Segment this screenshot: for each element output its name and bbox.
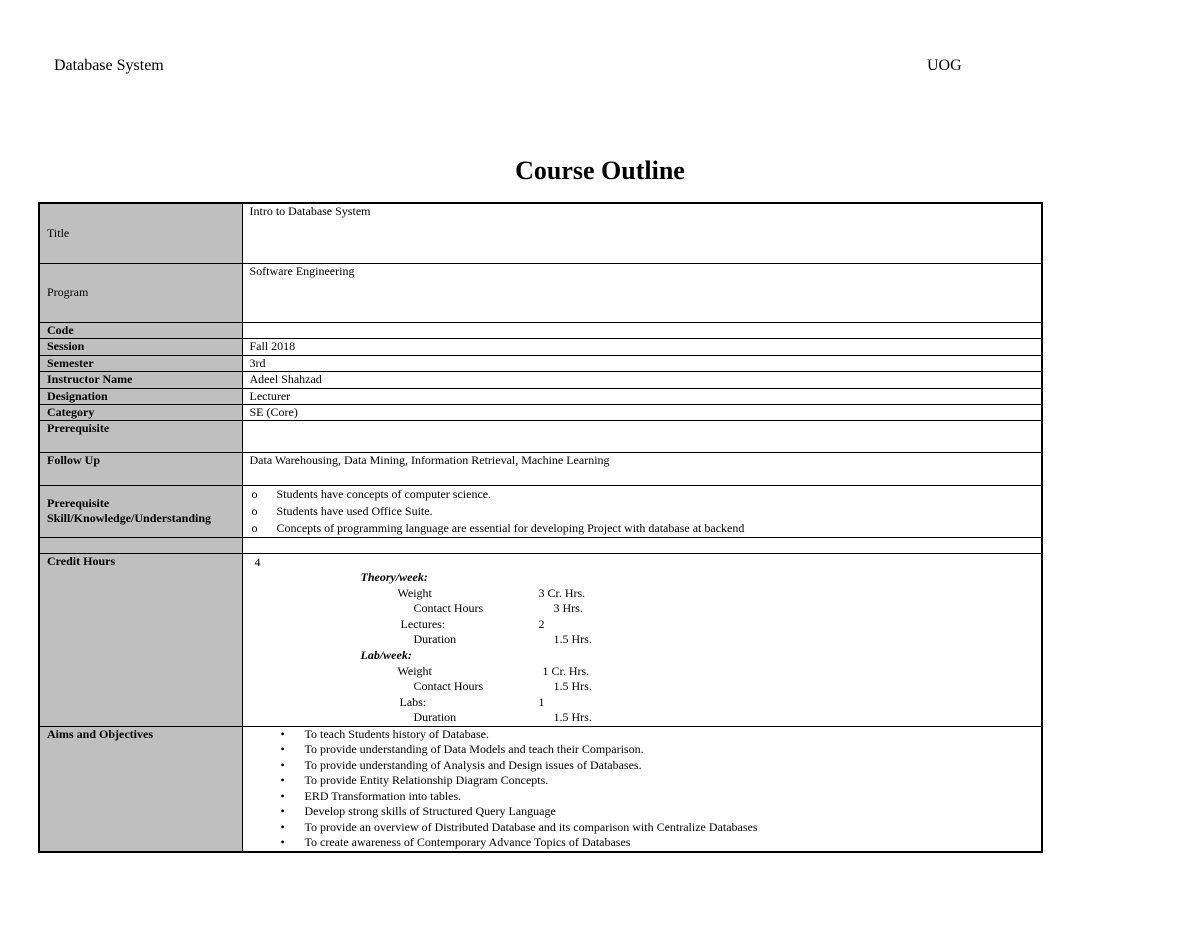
row-label-code: Code <box>39 322 242 338</box>
row-label-aims: Aims and Objectives <box>39 726 242 852</box>
row-instructor <box>39 371 1042 388</box>
row-credit-hours <box>39 553 1042 726</box>
prereq-skill-item: o Concepts of programming language are essential for developing Project with database at backend <box>250 520 1035 537</box>
row-label-credit-hours: Credit Hours <box>39 553 242 726</box>
theory-contact-label: Contact Hours <box>413 600 484 615</box>
lab-duration-label: Duration <box>413 709 457 724</box>
row-label-prereq-skill <box>39 485 242 537</box>
row-category <box>39 404 1042 420</box>
row-label-prerequisite: Prerequisite <box>39 420 242 452</box>
row-label-instructor: Instructor Name <box>39 371 242 388</box>
prereq-skill-item: o Students have concepts of computer science. <box>250 486 1035 503</box>
aim-item: • To provide understanding of Data Models and teach their Comparison. <box>277 742 1035 758</box>
theory-duration-value: 1.5 Hrs. <box>553 631 592 646</box>
row-label-session: Session <box>39 338 242 355</box>
page-title: Course Outline <box>515 156 685 185</box>
row-value-category: SE (Core) <box>242 404 1042 420</box>
prereq-skill-item: o Students have used Office Suite. <box>250 503 1035 520</box>
row-value-prereq-skill <box>242 485 1042 537</box>
lab-duration-value: 1.5 Hrs. <box>553 709 592 724</box>
row-value-credit-hours <box>242 553 1042 726</box>
row-designation <box>39 388 1042 404</box>
row-value-title: Intro to Database System <box>242 203 1042 263</box>
row-value-aims <box>242 726 1042 852</box>
course-outline-table <box>38 202 1043 853</box>
lab-labs-label: Labs: <box>399 694 427 709</box>
aim-item: • To provide Entity Relationship Diagram Concepts. <box>277 773 1035 789</box>
lab-contact-label: Contact Hours <box>413 678 484 693</box>
row-value-session: Fall 2018 <box>242 338 1042 355</box>
row-blank <box>39 537 1042 553</box>
theory-lectures-label: Lectures: <box>400 616 446 631</box>
theory-weight-value: 3 Cr. Hrs. <box>538 585 586 600</box>
row-label-blank <box>39 537 242 553</box>
credit-hours-breakdown <box>250 554 1035 726</box>
prereq-skill-list <box>250 486 1035 537</box>
aim-item: • To teach Students history of Database. <box>277 727 1035 743</box>
lab-labs-value: 1 <box>538 694 545 709</box>
row-value-blank <box>242 537 1042 553</box>
credit-hours-total: 4 <box>254 554 261 569</box>
aim-item: • Develop strong skills of Structured Query Language <box>277 804 1035 820</box>
lab-weight-label: Weight <box>397 663 432 678</box>
lab-weight-value: 1 Cr. Hrs. <box>542 663 590 678</box>
row-semester <box>39 355 1042 371</box>
aim-item: • To provide understanding of Analysis and Design issues of Databases. <box>277 758 1035 774</box>
row-value-prerequisite <box>242 420 1042 452</box>
theory-lectures-value: 2 <box>538 616 545 631</box>
header-institution: UOG <box>927 57 962 74</box>
prereq-skill-label-line1: Prerequisite <box>47 496 110 510</box>
row-value-code <box>242 322 1042 338</box>
row-prerequisite <box>39 420 1042 452</box>
theory-weight-label: Weight <box>397 585 432 600</box>
row-value-designation: Lecturer <box>242 388 1042 404</box>
row-prereq-skill <box>39 485 1042 537</box>
aims-list <box>250 727 1035 851</box>
aim-item: • To create awareness of Contemporary Advance Topics of Databases <box>277 835 1035 851</box>
row-code <box>39 322 1042 338</box>
aim-item: • ERD Transformation into tables. <box>277 789 1035 805</box>
row-title <box>39 203 1042 263</box>
theory-duration-label: Duration <box>413 631 457 646</box>
row-value-semester: 3rd <box>242 355 1042 371</box>
row-label-designation: Designation <box>39 388 242 404</box>
prereq-skill-label-line2: Skill/Knowledge/Understanding <box>47 511 212 525</box>
row-session <box>39 338 1042 355</box>
row-value-follow-up: Data Warehousing, Data Mining, Information Retrieval, Machine Learning <box>242 452 1042 485</box>
row-value-program: Software Engineering <box>242 263 1042 322</box>
lab-week-heading: Lab/week: <box>360 647 412 662</box>
aim-item: • To provide an overview of Distributed Database and its comparison with Centralize Databases <box>277 820 1035 836</box>
lab-contact-value: 1.5 Hrs. <box>553 678 592 693</box>
row-value-instructor: Adeel Shahzad <box>242 371 1042 388</box>
theory-contact-value: 3 Hrs. <box>553 600 583 615</box>
row-program <box>39 263 1042 322</box>
row-label-program: Program <box>39 263 242 322</box>
row-label-follow-up: Follow Up <box>39 452 242 485</box>
row-label-category: Category <box>39 404 242 420</box>
theory-week-heading: Theory/week: <box>360 569 428 584</box>
row-label-semester: Semester <box>39 355 242 371</box>
header-course-name: Database System <box>54 57 164 74</box>
row-follow-up <box>39 452 1042 485</box>
row-label-title: Title <box>39 203 242 263</box>
row-aims <box>39 726 1042 852</box>
